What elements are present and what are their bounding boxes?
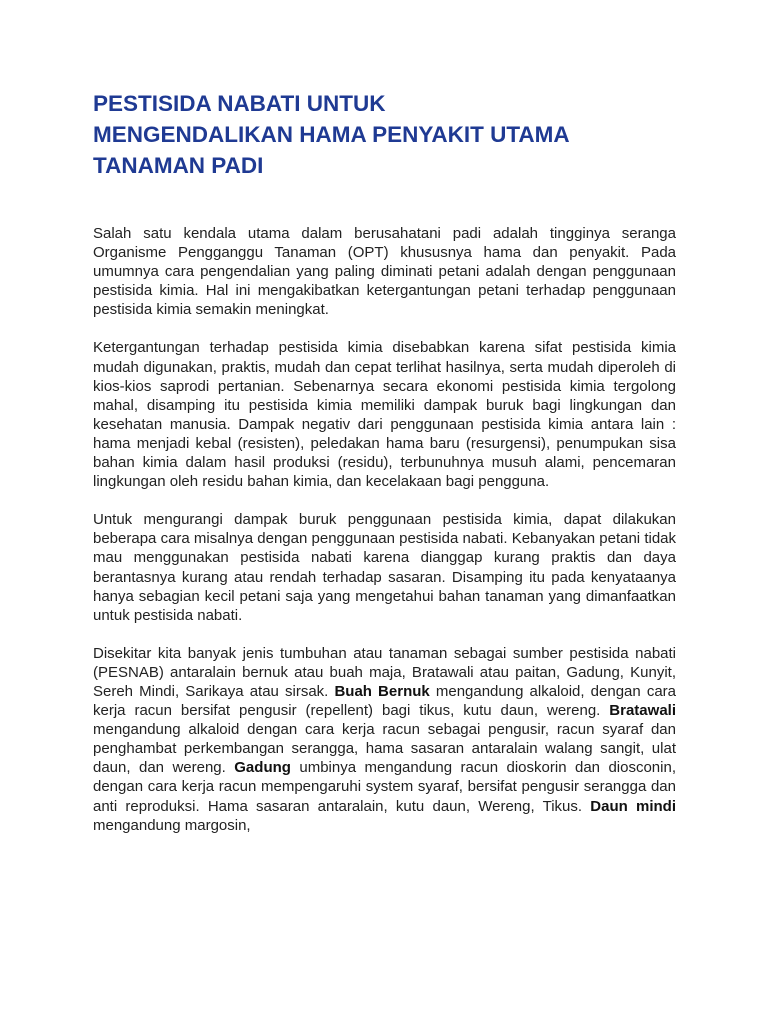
p4-bold-gadung: Gadung [234,759,291,777]
p4-bold-buah-bernuk: Buah Bernuk [334,682,430,700]
p4-text-3: mengandung alkaloid dengan cara kerja racun sebagai pengusir, racun syaraf dan penghambat perkembangan serangga, hama sasaran antaralain walang sangit, ulat daun, dan wereng. [93,721,676,777]
p4-text-5: mengandung margosin, [93,816,251,834]
p4-text-2: mengandung alkaloid, dengan cara kerja racun bersifat pengusir (repellent) bagi tikus, kutu daun, wereng. [93,682,677,720]
article-body [93,224,676,854]
p4-bold-daun-mindi: Daun mindi [590,797,676,815]
paragraph-3: Untuk mengurangi dampak buruk penggunaan pestisida kimia, dapat dilakukan beberapa cara misalnya dengan penggunaan pestisida nabati. Kebanyakan petani tidak mau menggunakan pestisida nabati karena dianggap kurang praktis dan daya berantasnya kurang atau rendah terhadap sasaran. Disamping itu pada kenyataanya hanya sebagian kecil petani saja yang mengetahui bahan tanaman yang dimanfaatkan untuk pestisida nabati. [93,511,676,624]
title-line-3: TANAMAN PADI [93,153,264,178]
p4-text-1: Disekitar kita banyak jenis tumbuhan atau tanaman sebagai sumber pestisida nabati (PESNAB) antaralain bernuk atau buah maja, Bratawali atau paitan, Gadung, Kunyit, Sereh Mindi, Sarikaya atau sirsak. [93,644,676,700]
title-line-1: PESTISIDA NABATI UNTUK [93,91,386,116]
title-line-2: MENGENDALIKAN HAMA PENYAKIT UTAMA [93,122,570,147]
p4-text-4: umbinya mengandung racun dioskorin dan diosconin, dengan cara kerja racun mempengaruhi system syaraf, bersifat pengusir serangga dan anti reproduksi. Hama sasaran antaralain, kutu daun, Wereng, Tikus. [93,759,676,815]
p4-bold-bratawali: Bratawali [609,702,676,720]
page-title [93,88,693,181]
paragraph-2: Ketergantungan terhadap pestisida kimia disebabkan karena sifat pestisida kimia mudah digunakan, praktis, mudah dan cepat terlihat hasilnya, serta mudah diperoleh di kios-kios saprodi pertanian. Sebenarnya secara ekonomi pestisida kimia tergolong mahal, disamping itu pestisida kimia memiliki dampak buruk bagi lingkungan dan kesehatan manusia. Dampak negativ dari penggunaan pestisida kimia antara lain : hama menjadi kebal (resisten), peledakan hama baru (resurgensi), penumpukan sisa bahan kimia dalam hasil produksi (residu), terbunuhnya musuh alami, pencemaran lingkungan oleh residu bahan kimia, dan kecelakaan bagi pengguna. [93,339,676,491]
paragraph-4 [93,644,676,835]
paragraph-1: Salah satu kendala utama dalam berusahatani padi adalah tingginya serangа Organisme Pengganggu Tanaman (OPT) khususnya hama dan penyakit. Pada umumnya cara pengendalian yang paling diminati petani adalah dengan penggunaan pestisida kimia. Hal ini mengakibatkan ketergantungan petani terhadap penggunaan pestisida kimia semakin meningkat. [93,225,676,319]
